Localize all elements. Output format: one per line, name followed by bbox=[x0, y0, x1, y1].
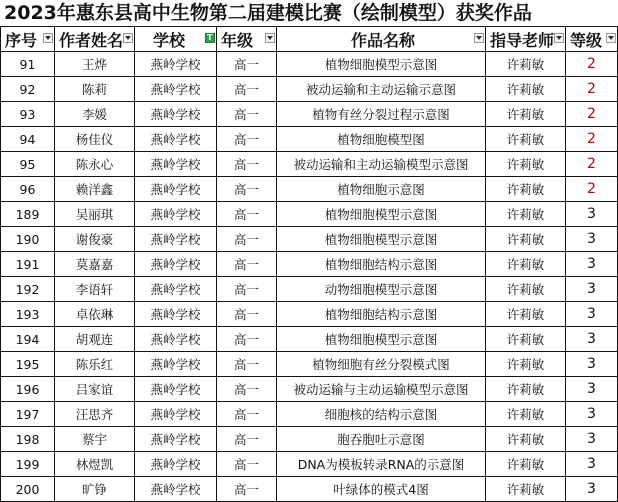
cell-award[interactable]: 2 bbox=[566, 177, 618, 202]
cell-award[interactable]: 3 bbox=[566, 277, 618, 302]
cell-author[interactable]: 林煜凯 bbox=[55, 452, 135, 477]
cell-teacher[interactable]: 许莉敏 bbox=[486, 252, 566, 277]
header-label: 等级 bbox=[570, 30, 603, 50]
cell-work[interactable]: 植物细胞结构示意图 bbox=[277, 252, 486, 277]
filter-active-icon[interactable] bbox=[205, 33, 215, 43]
cell-work[interactable]: 叶绿体的模式4图 bbox=[277, 477, 486, 502]
cell-author[interactable]: 陈乐红 bbox=[55, 352, 135, 377]
cell-grade-level[interactable]: 高一 bbox=[217, 227, 277, 252]
cell-award[interactable]: 3 bbox=[566, 377, 618, 402]
header-label: 年级 bbox=[221, 30, 254, 50]
cell-no[interactable]: 190 bbox=[1, 227, 55, 252]
cell-no[interactable]: 94 bbox=[1, 127, 55, 152]
cell-award[interactable]: 2 bbox=[566, 77, 618, 102]
table-row[interactable] bbox=[1, 102, 618, 127]
header-label: 作者姓名 bbox=[59, 30, 124, 50]
cell-school[interactable]: 燕岭学校 bbox=[135, 252, 217, 277]
cell-award[interactable]: 3 bbox=[566, 402, 618, 427]
cell-author[interactable]: 卓依琳 bbox=[55, 302, 135, 327]
cell-award[interactable]: 2 bbox=[566, 52, 618, 77]
cell-author[interactable]: 吕家谊 bbox=[55, 377, 135, 402]
table-body bbox=[1, 52, 618, 502]
cell-award[interactable]: 3 bbox=[566, 427, 618, 452]
table-row[interactable] bbox=[1, 377, 618, 402]
cell-teacher[interactable]: 许莉敏 bbox=[486, 52, 566, 77]
cell-work[interactable]: 细胞核的结构示意图 bbox=[277, 402, 486, 427]
table-row[interactable] bbox=[1, 402, 618, 427]
cell-author[interactable]: 胡观连 bbox=[55, 327, 135, 352]
cell-school[interactable]: 燕岭学校 bbox=[135, 52, 217, 77]
header-work[interactable] bbox=[277, 27, 486, 52]
cell-school[interactable]: 燕岭学校 bbox=[135, 77, 217, 102]
filter-dropdown-icon[interactable] bbox=[265, 33, 275, 43]
header-grade-level[interactable] bbox=[217, 27, 277, 52]
cell-no[interactable]: 96 bbox=[1, 177, 55, 202]
header-label: 学校 bbox=[153, 30, 186, 50]
cell-grade-level[interactable]: 高一 bbox=[217, 377, 277, 402]
header-row bbox=[1, 27, 618, 52]
table-row[interactable] bbox=[1, 152, 618, 177]
cell-grade-level[interactable]: 高一 bbox=[217, 427, 277, 452]
cell-teacher[interactable]: 许莉敏 bbox=[486, 402, 566, 427]
cell-school[interactable]: 燕岭学校 bbox=[135, 352, 217, 377]
cell-award[interactable]: 3 bbox=[566, 452, 618, 477]
page-title: 2023年惠东县高中生物第二届建模比赛（绘制模型）获奖作品 bbox=[4, 2, 532, 24]
cell-teacher[interactable]: 许莉敏 bbox=[486, 227, 566, 252]
cell-school[interactable]: 燕岭学校 bbox=[135, 277, 217, 302]
header-teacher[interactable] bbox=[486, 27, 566, 52]
cell-award[interactable]: 3 bbox=[566, 352, 618, 377]
cell-no[interactable]: 92 bbox=[1, 77, 55, 102]
cell-teacher[interactable]: 许莉敏 bbox=[486, 77, 566, 102]
cell-school[interactable]: 燕岭学校 bbox=[135, 177, 217, 202]
table-row[interactable] bbox=[1, 227, 618, 252]
filter-dropdown-icon[interactable] bbox=[606, 33, 616, 43]
cell-school[interactable]: 燕岭学校 bbox=[135, 127, 217, 152]
table-row[interactable] bbox=[1, 252, 618, 277]
cell-author[interactable]: 赖洋鑫 bbox=[55, 177, 135, 202]
cell-award[interactable]: 3 bbox=[566, 227, 618, 252]
header-label: 指导老师 bbox=[490, 30, 555, 50]
cell-award[interactable]: 2 bbox=[566, 127, 618, 152]
cell-author[interactable]: 旷铮 bbox=[55, 477, 135, 502]
table-row[interactable] bbox=[1, 352, 618, 377]
cell-award[interactable]: 3 bbox=[566, 477, 618, 502]
cell-school[interactable]: 燕岭学校 bbox=[135, 452, 217, 477]
cell-school[interactable]: 燕岭学校 bbox=[135, 227, 217, 252]
cell-grade-level[interactable]: 高一 bbox=[217, 327, 277, 352]
table-row[interactable] bbox=[1, 277, 618, 302]
cell-no[interactable]: 192 bbox=[1, 277, 55, 302]
cell-school[interactable]: 燕岭学校 bbox=[135, 402, 217, 427]
cell-award[interactable]: 3 bbox=[566, 252, 618, 277]
cell-work[interactable]: 植物细胞模型示意图 bbox=[277, 202, 486, 227]
cell-author[interactable]: 陈莉 bbox=[55, 77, 135, 102]
header-school[interactable] bbox=[135, 27, 217, 52]
filter-dropdown-icon[interactable] bbox=[474, 33, 484, 43]
cell-teacher[interactable]: 许莉敏 bbox=[486, 302, 566, 327]
cell-teacher[interactable]: 许莉敏 bbox=[486, 102, 566, 127]
cell-grade-level[interactable]: 高一 bbox=[217, 352, 277, 377]
cell-teacher[interactable]: 许莉敏 bbox=[486, 477, 566, 502]
cell-author[interactable]: 汪思齐 bbox=[55, 402, 135, 427]
cell-grade-level[interactable]: 高一 bbox=[217, 252, 277, 277]
cell-no[interactable]: 196 bbox=[1, 377, 55, 402]
table-row[interactable] bbox=[1, 327, 618, 352]
cell-school[interactable]: 燕岭学校 bbox=[135, 327, 217, 352]
cell-school[interactable]: 燕岭学校 bbox=[135, 377, 217, 402]
cell-grade-level[interactable]: 高一 bbox=[217, 102, 277, 127]
cell-no[interactable]: 195 bbox=[1, 352, 55, 377]
filter-dropdown-icon[interactable] bbox=[554, 33, 564, 43]
cell-no[interactable]: 200 bbox=[1, 477, 55, 502]
cell-work[interactable]: 植物细胞模型示意图 bbox=[277, 52, 486, 77]
cell-author[interactable]: 李媛 bbox=[55, 102, 135, 127]
cell-author[interactable]: 王烨 bbox=[55, 52, 135, 77]
table-row[interactable] bbox=[1, 52, 618, 77]
cell-no[interactable]: 189 bbox=[1, 202, 55, 227]
filter-dropdown-icon[interactable] bbox=[43, 33, 53, 43]
cell-teacher[interactable]: 许莉敏 bbox=[486, 277, 566, 302]
header-award[interactable] bbox=[566, 27, 618, 52]
cell-work[interactable]: 被动运输和主动运输模型示意图 bbox=[277, 152, 486, 177]
cell-author[interactable]: 陈永心 bbox=[55, 152, 135, 177]
cell-no[interactable]: 191 bbox=[1, 252, 55, 277]
cell-work[interactable]: 植物细胞结构示意图 bbox=[277, 302, 486, 327]
cell-work[interactable]: 植物细胞示意图 bbox=[277, 177, 486, 202]
table-row[interactable] bbox=[1, 302, 618, 327]
cell-work[interactable]: 植物细胞模型图 bbox=[277, 127, 486, 152]
cell-author[interactable]: 李语轩 bbox=[55, 277, 135, 302]
cell-work[interactable]: 植物细胞模型示意图 bbox=[277, 327, 486, 352]
cell-award[interactable]: 2 bbox=[566, 152, 618, 177]
cell-school[interactable]: 燕岭学校 bbox=[135, 427, 217, 452]
cell-teacher[interactable]: 许莉敏 bbox=[486, 202, 566, 227]
cell-teacher[interactable]: 许莉敏 bbox=[486, 177, 566, 202]
cell-no[interactable]: 193 bbox=[1, 302, 55, 327]
table-row[interactable] bbox=[1, 177, 618, 202]
cell-grade-level[interactable]: 高一 bbox=[217, 52, 277, 77]
awards-table bbox=[0, 26, 618, 502]
cell-school[interactable]: 燕岭学校 bbox=[135, 202, 217, 227]
cell-teacher[interactable]: 许莉敏 bbox=[486, 427, 566, 452]
cell-grade-level[interactable]: 高一 bbox=[217, 127, 277, 152]
cell-grade-level[interactable]: 高一 bbox=[217, 402, 277, 427]
cell-no[interactable]: 91 bbox=[1, 52, 55, 77]
cell-grade-level[interactable]: 高一 bbox=[217, 302, 277, 327]
cell-school[interactable]: 燕岭学校 bbox=[135, 477, 217, 502]
cell-award[interactable]: 2 bbox=[566, 102, 618, 127]
cell-award[interactable]: 3 bbox=[566, 202, 618, 227]
cell-teacher[interactable]: 许莉敏 bbox=[486, 352, 566, 377]
cell-school[interactable]: 燕岭学校 bbox=[135, 152, 217, 177]
cell-work[interactable]: DNA为模板转录RNA的示意图 bbox=[277, 452, 486, 477]
header-label: 序号 bbox=[5, 30, 38, 50]
table-row[interactable] bbox=[1, 127, 618, 152]
cell-grade-level[interactable]: 高一 bbox=[217, 477, 277, 502]
header-author[interactable] bbox=[55, 27, 135, 52]
cell-teacher[interactable]: 许莉敏 bbox=[486, 377, 566, 402]
cell-work[interactable]: 胞吞胞吐示意图 bbox=[277, 427, 486, 452]
cell-no[interactable]: 197 bbox=[1, 402, 55, 427]
cell-grade-level[interactable]: 高一 bbox=[217, 77, 277, 102]
cell-author[interactable]: 杨佳仪 bbox=[55, 127, 135, 152]
table-row[interactable] bbox=[1, 77, 618, 102]
cell-work[interactable]: 植物细胞模型示意图 bbox=[277, 227, 486, 252]
cell-teacher[interactable]: 许莉敏 bbox=[486, 327, 566, 352]
filter-dropdown-icon[interactable] bbox=[123, 33, 133, 43]
cell-teacher[interactable]: 许莉敏 bbox=[486, 452, 566, 477]
table-row[interactable] bbox=[1, 427, 618, 452]
cell-work[interactable]: 植物细胞有丝分裂模式图 bbox=[277, 352, 486, 377]
cell-work[interactable]: 被动运输与主动运输模型示意图 bbox=[277, 377, 486, 402]
cell-author[interactable]: 谢俊豪 bbox=[55, 227, 135, 252]
cell-work[interactable]: 植物有丝分裂过程示意图 bbox=[277, 102, 486, 127]
cell-no[interactable]: 198 bbox=[1, 427, 55, 452]
header-no[interactable] bbox=[1, 27, 55, 52]
cell-author[interactable]: 莫嘉嘉 bbox=[55, 252, 135, 277]
cell-grade-level[interactable]: 高一 bbox=[217, 152, 277, 177]
cell-work[interactable]: 动物细胞模型示意图 bbox=[277, 277, 486, 302]
cell-grade-level[interactable]: 高一 bbox=[217, 202, 277, 227]
table-row[interactable] bbox=[1, 452, 618, 477]
cell-no[interactable]: 93 bbox=[1, 102, 55, 127]
table-row[interactable] bbox=[1, 202, 618, 227]
cell-grade-level[interactable]: 高一 bbox=[217, 277, 277, 302]
cell-award[interactable]: 3 bbox=[566, 302, 618, 327]
cell-no[interactable]: 194 bbox=[1, 327, 55, 352]
cell-work[interactable]: 被动运输和主动运输示意图 bbox=[277, 77, 486, 102]
cell-author[interactable]: 蔡宇 bbox=[55, 427, 135, 452]
cell-grade-level[interactable]: 高一 bbox=[217, 177, 277, 202]
cell-teacher[interactable]: 许莉敏 bbox=[486, 127, 566, 152]
cell-no[interactable]: 199 bbox=[1, 452, 55, 477]
cell-school[interactable]: 燕岭学校 bbox=[135, 302, 217, 327]
cell-author[interactable]: 吴丽琪 bbox=[55, 202, 135, 227]
cell-award[interactable]: 3 bbox=[566, 327, 618, 352]
table-row[interactable] bbox=[1, 477, 618, 502]
cell-no[interactable]: 95 bbox=[1, 152, 55, 177]
cell-grade-level[interactable]: 高一 bbox=[217, 452, 277, 477]
cell-school[interactable]: 燕岭学校 bbox=[135, 102, 217, 127]
header-label: 作品名称 bbox=[350, 30, 415, 50]
cell-teacher[interactable]: 许莉敏 bbox=[486, 152, 566, 177]
